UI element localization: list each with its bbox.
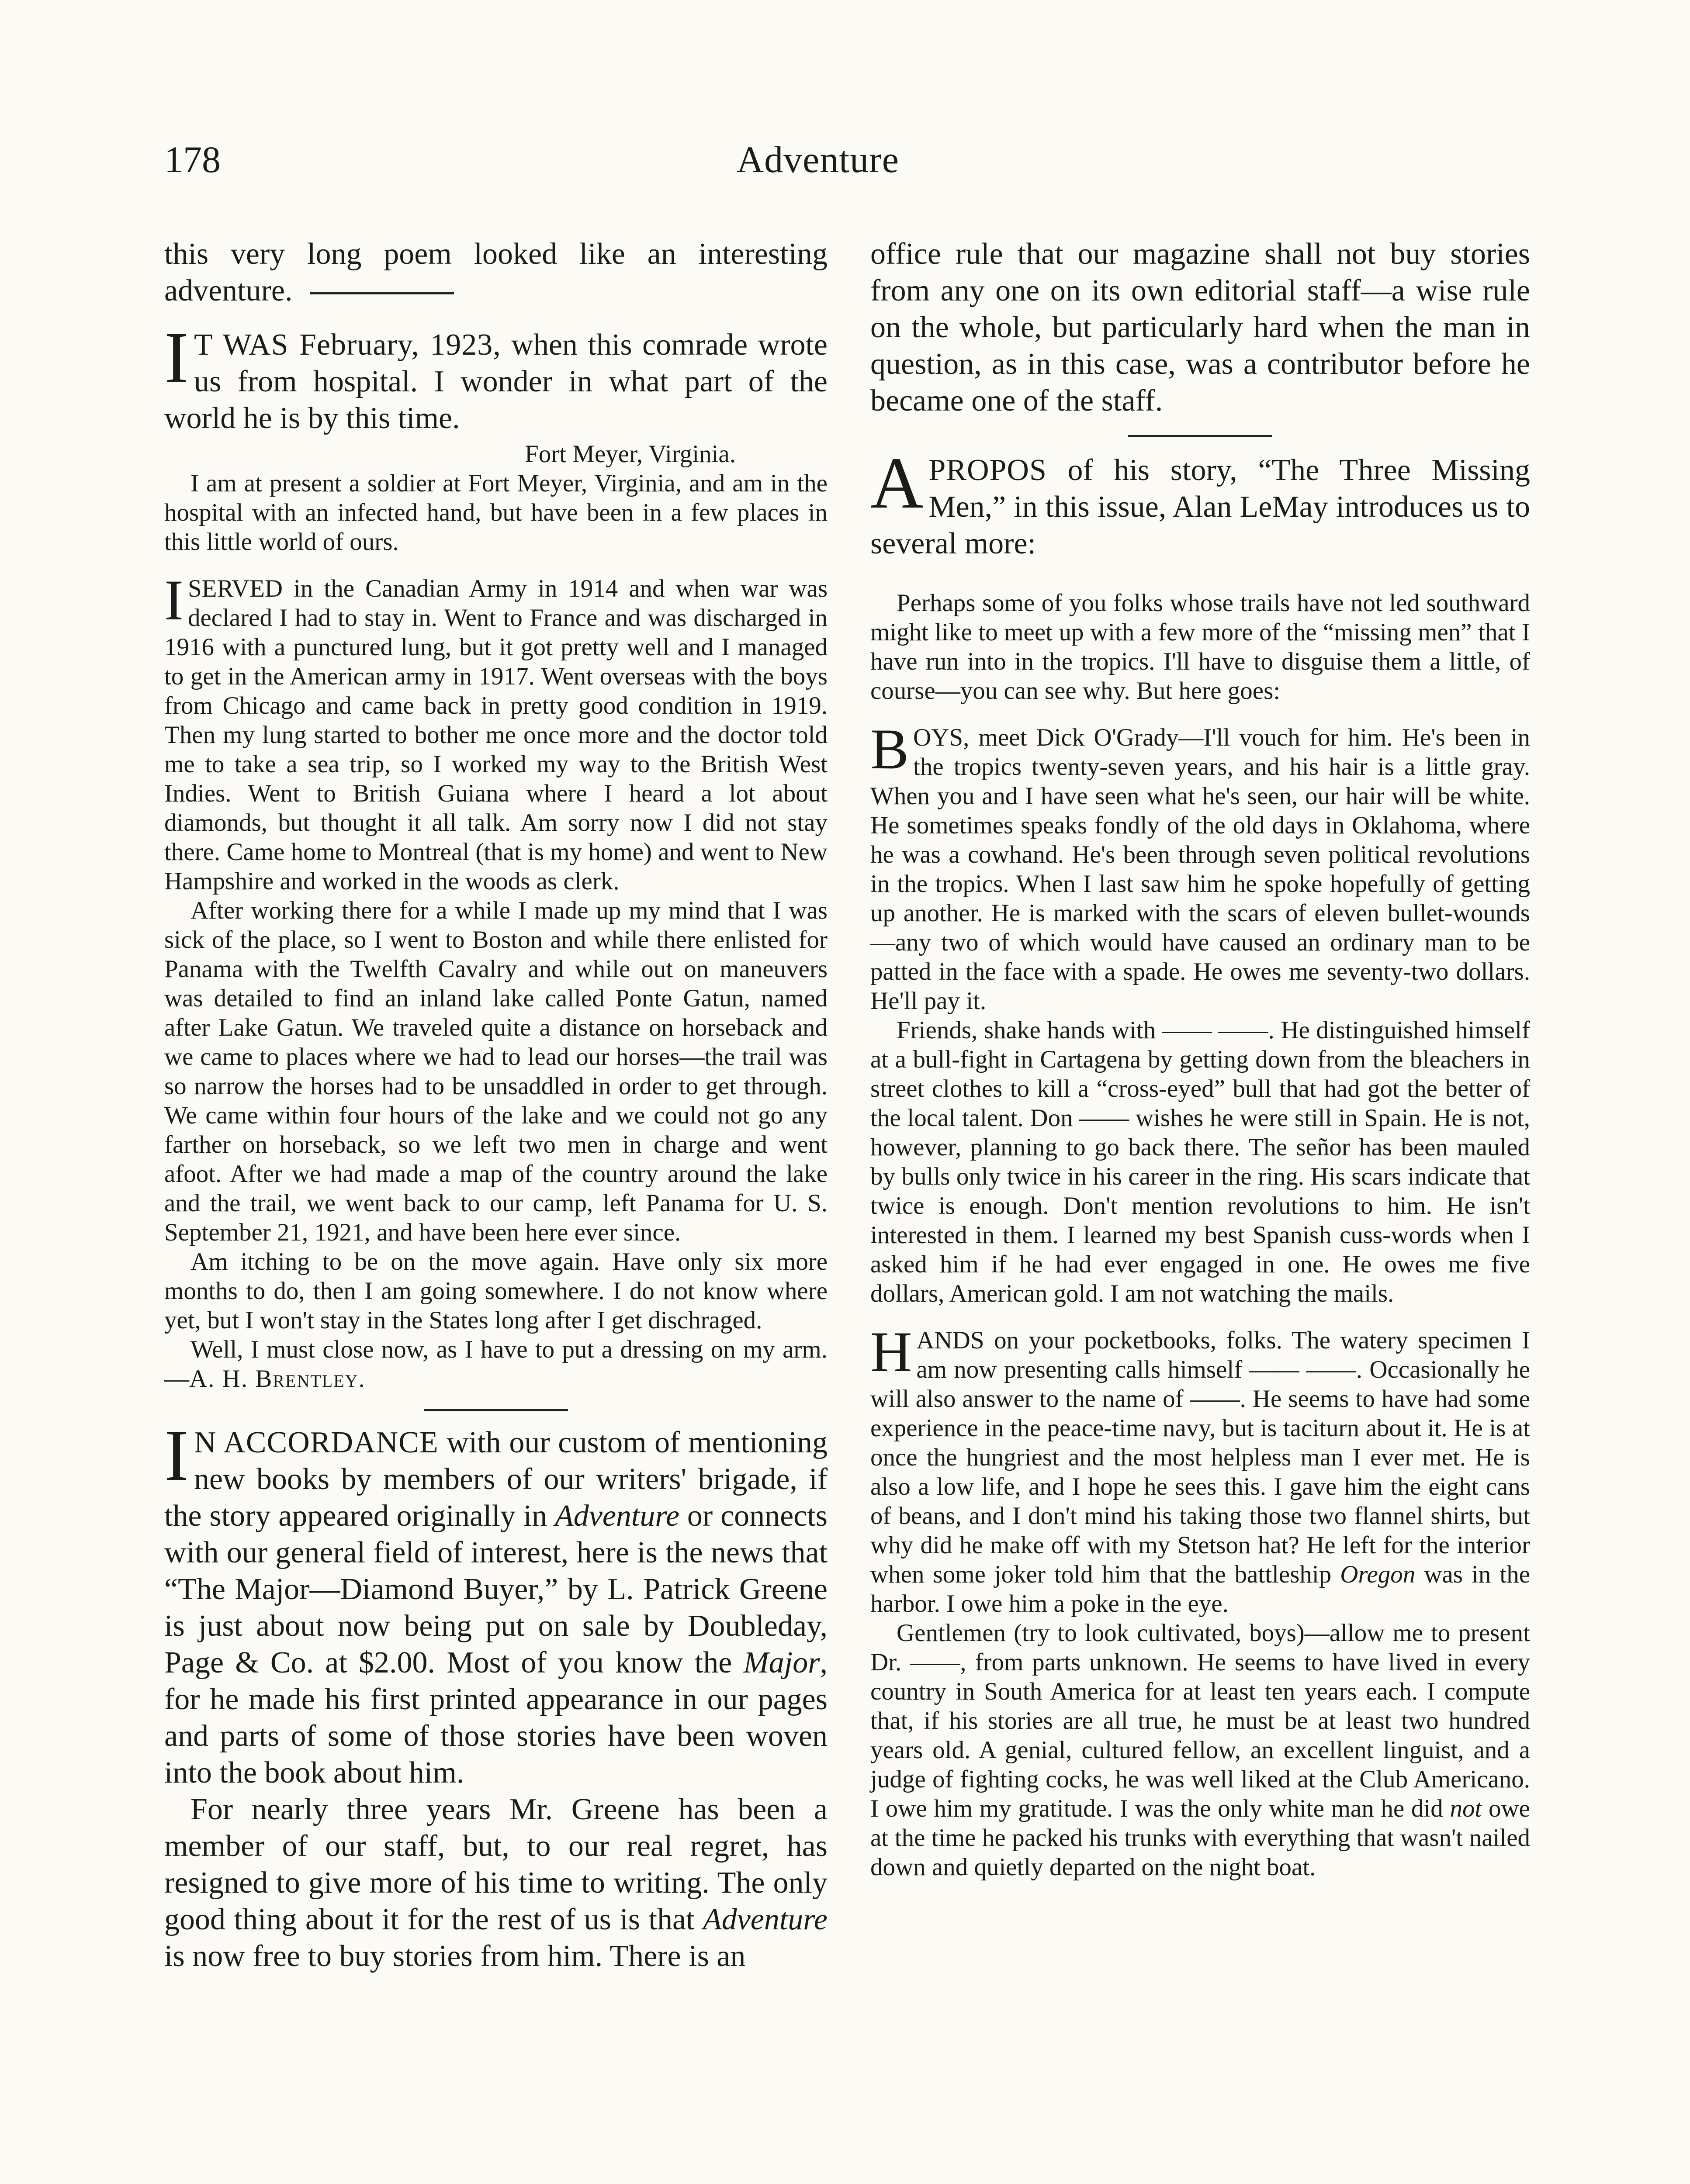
drop-cap: I <box>164 1415 189 1496</box>
letter-paragraph: Am itching to be on the move again. Have only six more months to do, then I am going somewhere. I do not know where yet, but I won't stay in the States long after I get dischraged. <box>164 1248 828 1334</box>
drop-cap: B <box>870 717 909 781</box>
boys-paragraph: BOYS, meet Dick O'Grady—I'll vouch for him. He's been in the tropics twenty-seven years, and his hair is a little gray. When you and I have seen what he's seen, our hair will be white. He sometimes speaks fondly of the old days in Oklahoma, where he was a cowhand. He's been through seven political revolutions in the tropics. When I last saw him he spoke hopefully of getting up another. He is marked with the scars of eleven bullet-wounds—any two of which would have caused an ordinary man to be patted in the face with a spade. He owes me seventy-two dollars. He'll pay it. <box>870 717 1530 1015</box>
letter-place: Fort Meyer, Virginia. <box>525 440 736 468</box>
page-header <box>164 138 1523 193</box>
letter-paragraph: After working there for a while I made up my mind that I was sick of the place, so I went to Boston and while there enlisted for Panama with the Twelfth Cavalry and while out on maneuvers was detailed to find an inland lake called Ponte Gatun, named after Lake Gatun. We traveled quite a distance on horseback and we came to places where we had to lead our horses—the trail was so narrow the horses had to be unsaddled in order to get through. We came within four hours of the lake and we could not go any farther on horseback, so we left two men in charge and went afoot. After we had made a map of the country around the lake and the trail, we went back to our camp, left Panama for U. S. September 21, 1921, and have been here ever since. <box>164 897 828 1246</box>
page-number: 178 <box>164 138 221 180</box>
drop-cap: A <box>870 442 924 524</box>
apropos-paragraph: APROPOS of his story, “The Three Missing Men,” in this issue, Alan LeMay introduces us to several more: <box>870 442 1530 560</box>
continued-paragraph: office rule that our magazine shall not buy stories from any one on its own editorial staff—a wise rule on the whole, but particularly hard when the man in question, as in this case, was a contributor before he became one of the staff. <box>870 237 1530 418</box>
section-rule <box>1128 435 1272 437</box>
gentlemen-paragraph: Gentlemen (try to look cultivated, boys)—allow me to present Dr. ——, from parts unknown. He seems to have lived in every country in South America for at least ten years each. I compute that, if his stories are all true, he must be at least two hundred years old. A genial, cultured fellow, an excellent linguist, and a judge of fighting cocks, he was well liked at the Club Americano. I owe him my gratitude. I was the only white man he did not owe at the time he packed his trunks with everything that wasn't nailed down and quietly departed on the night boat. <box>870 1619 1530 1881</box>
letter-paragraph: I am at present a soldier at Fort Meyer, Virginia, and am in the hospital with an infected hand, but have been in a few places in this little world of ours. <box>164 470 828 556</box>
letter-paragraph: Well, I must close now, as I have to put a dressing on my arm.—A. H. Brentley. <box>164 1336 828 1393</box>
greene-paragraph: For nearly three years Mr. Greene has been a member of our staff, but, to our real regret, has resigned to give more of his time to writing. The only good thing about it for the rest of us is that Adventure is now free to buy stories from him. There is an <box>164 1793 828 1973</box>
drop-cap: I <box>164 317 189 398</box>
left-column <box>164 236 828 1975</box>
intro-paragraph: I T WAS February, 1923, when this comrade wrote us from hospital. I wonder in what part of the world he is by this time. <box>164 317 828 435</box>
right-column <box>870 236 1530 1882</box>
lemay-paragraph: Perhaps some of you folks whose trails have not led southward might like to meet up with a few more of the “missing men” that I have run into in the tropics. I'll have to disguise them a little, of course—you can see why. But here goes: <box>870 589 1530 705</box>
letter-paragraph: I SERVED in the Canadian Army in 1914 and when war was declared I had to stay in. Went to France and was discharged in 1916 with a punctured lung, but it got pretty well and I managed to get in the American army in 1917. Went overseas with the boys from Chicago and came back in pretty good condition in 1919. Then my lung started to bother me once more and the doctor told me to take a sea trip, so I worked my way to the British West Indies. Went to British Guiana where I heard a lot about diamonds, but thought it all talk. Am sorry now I did not stay there. Came home to Montreal (that is my home) and went to New Hampshire and worked in the woods as clerk. <box>164 568 828 895</box>
books-paragraph: I N ACCORDANCE with our custom of mentioning new books by members of our writers' brigade, if the story appeared originally in Adventure or connects with our general field of interest, here is the news that “The Major—Diamond Buyer,” by L. Patrick Greene is just about now being put on sale by Doubleday, Page & Co. at $2.00. Most of you know the Major, for he made his first printed appearance in our pages and parts of some of those stories have been woven into the book about him. <box>164 1415 828 1790</box>
section-rule <box>310 292 454 294</box>
signature: A. H. Brentley. <box>189 1365 366 1393</box>
hands-paragraph: HANDS on your pocketbooks, folks. The watery specimen I am now presenting calls himself —— ——. Occasionally he will also answer to the name of ——. He seems to have had some experience in the peace-time navy, but is taciturn about it. He is at once the hungriest and the most helpless man I ever met. He is also a low life, and I hope he sees this. I gave him the eight cans of beans, and I don't mind his taking those two flannel shirts, but why did he make off with my Stetson hat? He left for the interior when some joker told him that the battleship Oregon was in the harbor. I owe him a poke in the eye. <box>870 1320 1530 1617</box>
drop-cap: I <box>164 568 184 632</box>
section-rule <box>424 1409 568 1411</box>
continued-paragraph: this very long poem looked like an interesting adventure. <box>164 237 828 308</box>
running-title: Adventure <box>737 138 899 180</box>
friends-paragraph: Friends, shake hands with —— ——. He distinguished himself at a bull-fight in Cartagena by getting down from the bleachers in street clothes to kill a “cross-eyed” bull that had got the better of the local talent. Don —— wishes he were still in Spain. He is not, however, planning to go back there. The señor has been mauled by bulls only twice in his career in the ring. His scars indicate that twice is enough. Don't mention revolutions to him. He isn't interested in them. I learned my best Spanish cuss-words when I asked him if he had ever engaged in one. He owes me five dollars, American gold. I am not watching the mails. <box>870 1016 1530 1307</box>
drop-cap: H <box>870 1320 912 1384</box>
